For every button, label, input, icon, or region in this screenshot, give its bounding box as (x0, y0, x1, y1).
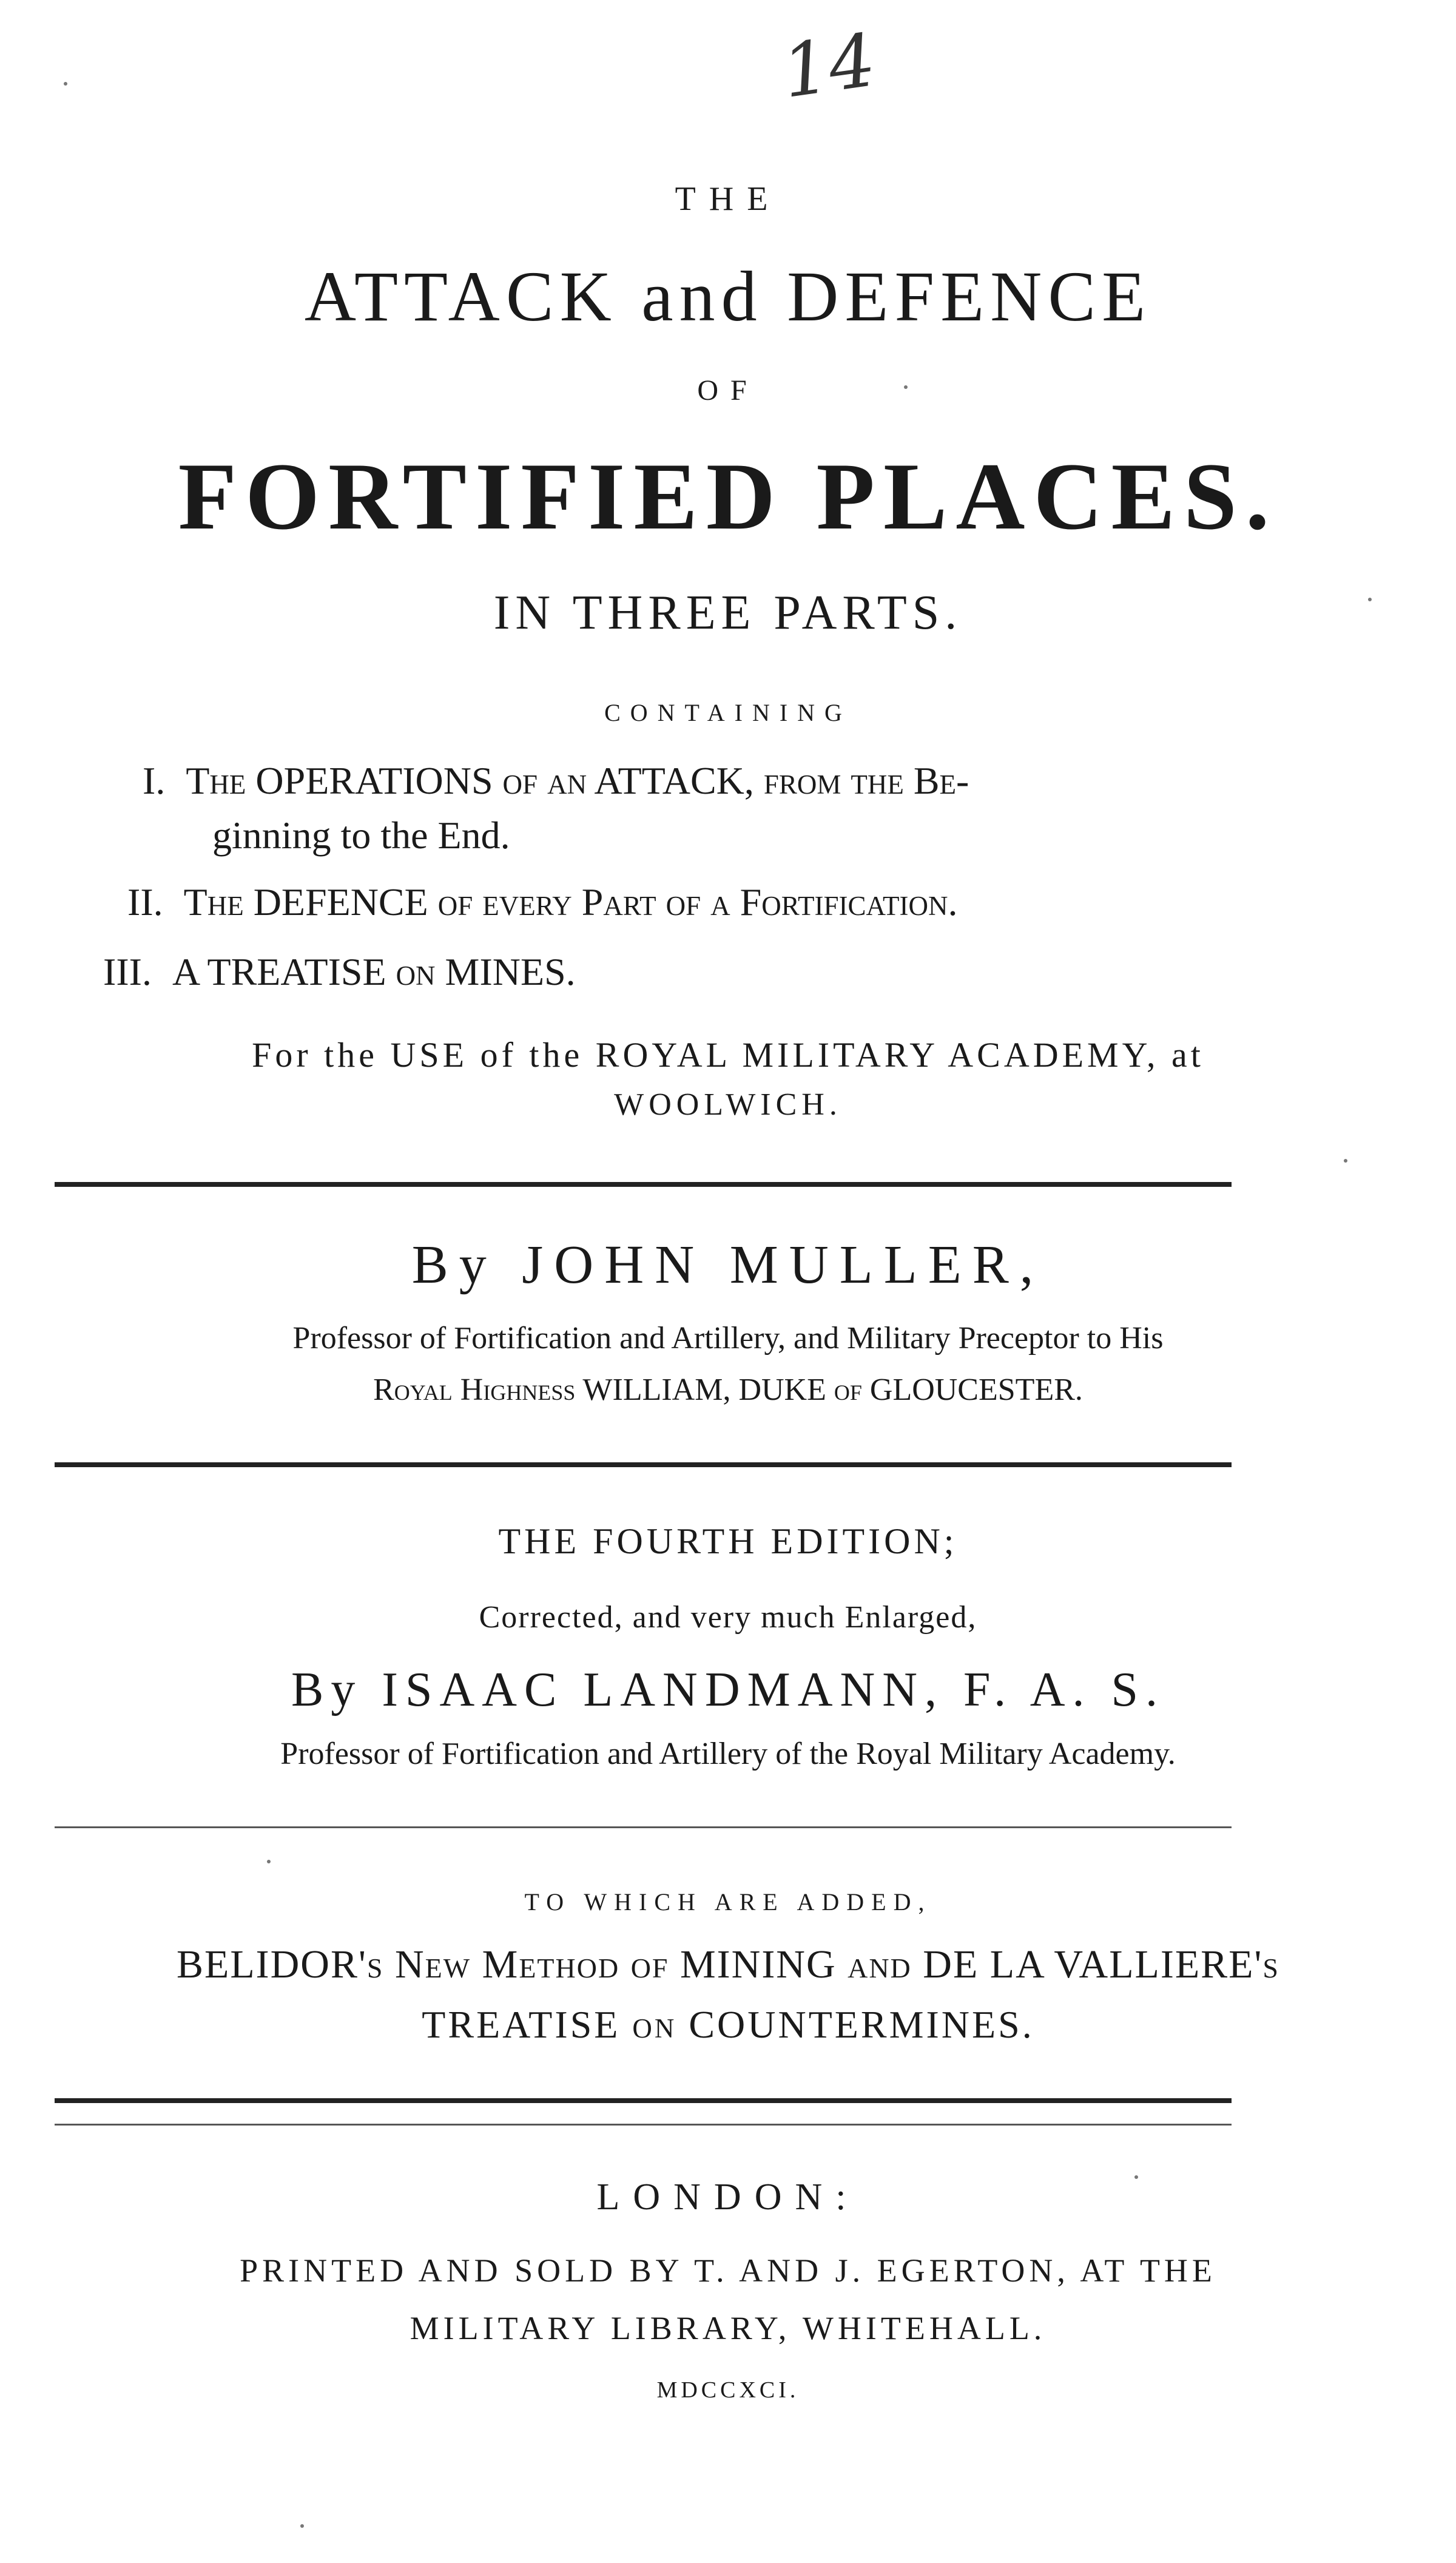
title-line-fortified-places: FORTIFIED PLACES. (178, 444, 1278, 550)
contents-item-1 (143, 761, 969, 800)
title-of: OF (697, 374, 759, 407)
title-in-three-parts: IN THREE PARTS. (493, 586, 963, 640)
added-line-2: TREATISE on COUNTERMINES. (422, 2003, 1034, 2046)
use-line-2: WOOLWICH. (614, 1087, 842, 1122)
edition-label: THE FOURTH EDITION; (498, 1521, 958, 1561)
paper-speck (1368, 598, 1372, 601)
contents-item-1-text: The OPERATIONS of an ATTACK, from the Be- (186, 759, 969, 802)
paper-speck (267, 1860, 271, 1863)
contents-item-3-numeral: III. (103, 950, 152, 993)
divider-4b (55, 2124, 1232, 2126)
edition-corrected: Corrected, and very much Enlarged, (479, 1600, 977, 1635)
author-byline: By JOHN MULLER, (411, 1235, 1045, 1295)
added-heading: TO WHICH ARE ADDED, (524, 1888, 932, 1916)
divider-3 (55, 1826, 1232, 1828)
author-role-line-2: Royal Highness WILLIAM, DUKE of GLOUCESTER. (373, 1373, 1083, 1407)
paper-speck (64, 82, 67, 86)
imprint-year: MDCCXCI. (656, 2377, 800, 2403)
title-line-attack-defence: ATTACK and DEFENCE (304, 257, 1152, 336)
divider-2 (55, 1462, 1232, 1467)
edition-editor-role: Professor of Fortification and Artillery of the Royal Military Academy. (280, 1737, 1176, 1771)
divider-4a (55, 2098, 1232, 2103)
contents-item-2-text: The DEFENCE of every Part of a Fortification. (183, 880, 958, 924)
handwritten-page-number: 14 (777, 18, 881, 115)
contents-item-2 (127, 880, 958, 924)
paper-speck (1344, 1159, 1347, 1163)
title-the: THE (675, 180, 781, 218)
divider-1 (55, 1182, 1232, 1187)
imprint-printer-line-2: MILITARY LIBRARY, WHITEHALL. (410, 2310, 1046, 2346)
added-line-1: BELIDOR's New Method of MINING and DE LA VALLIERE's (177, 1942, 1279, 1987)
contents-item-1-numeral: I. (143, 759, 166, 802)
contents-heading: CONTAINING (604, 699, 852, 726)
imprint-city: LONDON: (596, 2176, 860, 2218)
contents-item-3-text: A TREATISE on MINES. (172, 950, 576, 993)
contents-item-1-continuation: ginning to the End. (212, 814, 510, 857)
imprint-printer-line-1: PRINTED AND SOLD BY T. AND J. EGERTON, AT THE (240, 2252, 1216, 2289)
use-line-1: For the USE of the ROYAL MILITARY ACADEMY, at (252, 1035, 1204, 1075)
paper-speck (1134, 2175, 1138, 2179)
contents-item-2-numeral: II. (127, 880, 163, 924)
paper-speck (300, 2524, 304, 2528)
edition-editor: By ISAAC LANDMANN, F. A. S. (291, 1663, 1165, 1717)
contents-item-3 (103, 950, 576, 993)
author-role-line-1: Professor of Fortification and Artillery, and Military Preceptor to His (292, 1321, 1164, 1356)
paper-speck (904, 385, 908, 389)
